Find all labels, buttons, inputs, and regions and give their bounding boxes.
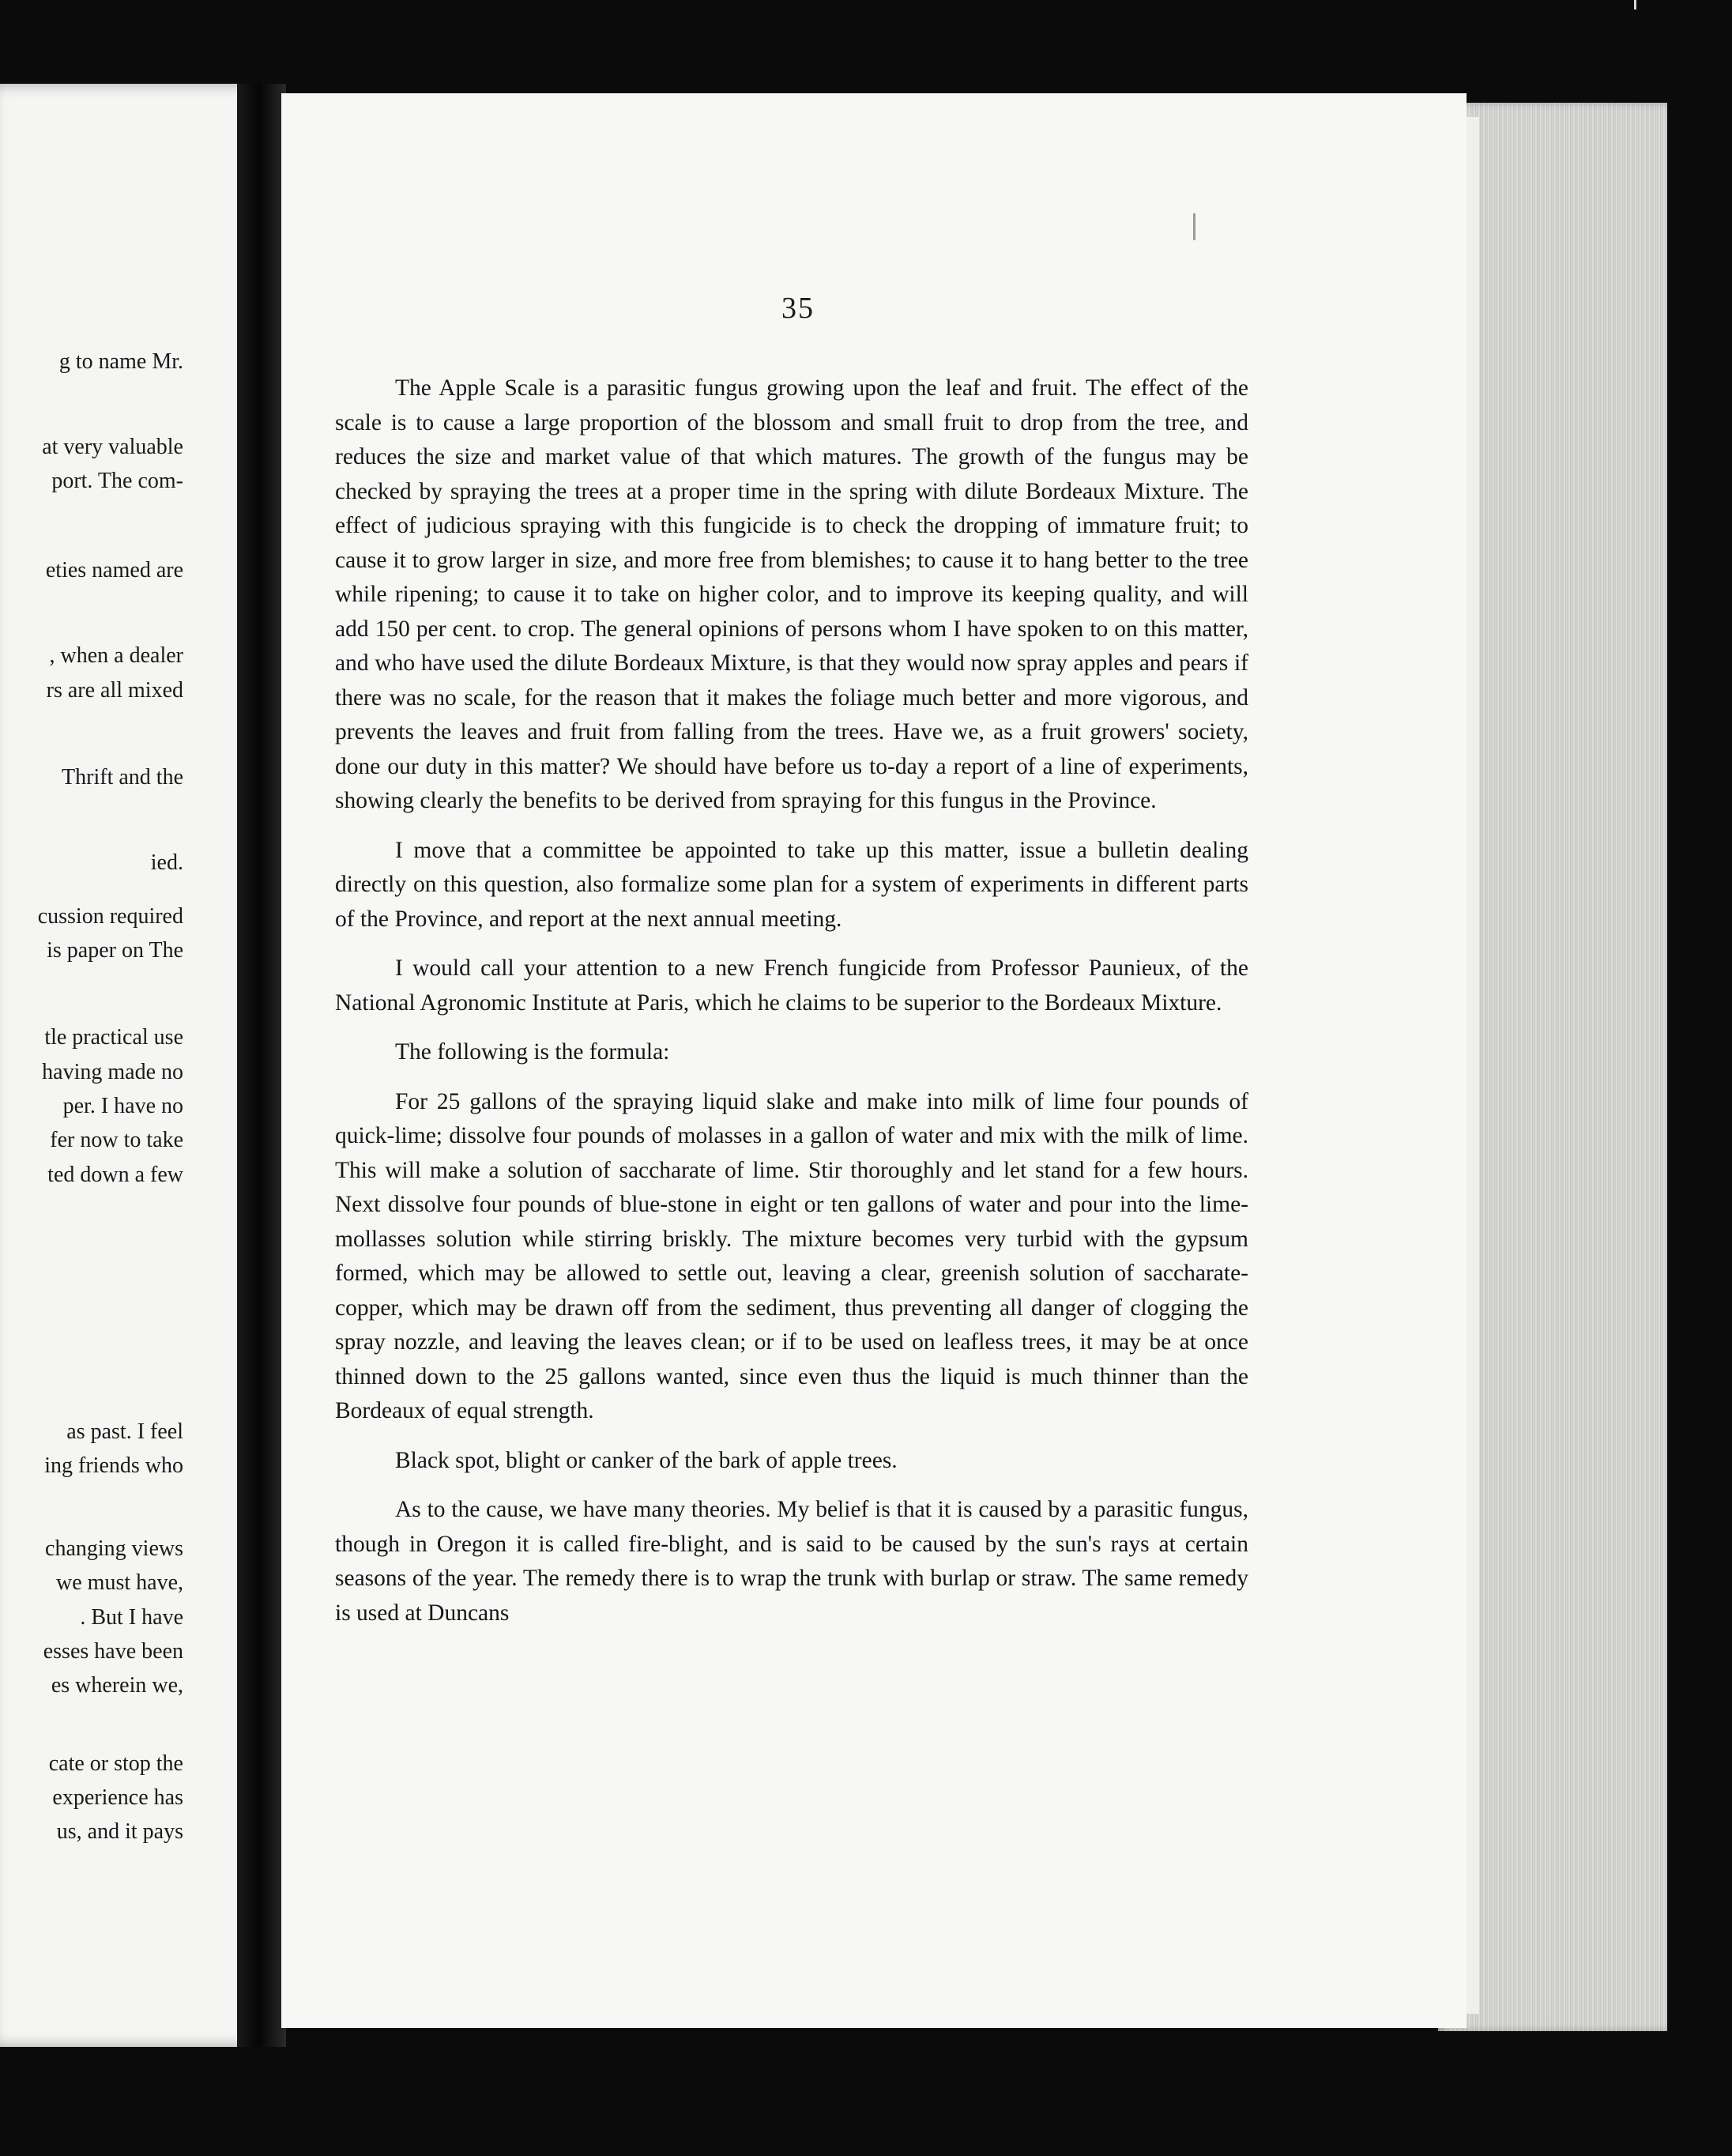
margin-mark xyxy=(1193,213,1195,240)
left-text-fragment: , when a dealer xyxy=(49,643,183,668)
left-text-fragment: esses have been xyxy=(43,1639,183,1664)
paragraph: I would call your attention to a new French fungicide from Professor Paunieux, of the National Agronomic Institute at Paris, which he claims to be superior to the Bordeaux Mixture. xyxy=(335,956,1248,1016)
page-number: 35 xyxy=(781,292,815,325)
left-text-fragment: tle practical use xyxy=(44,1025,183,1050)
left-text-fragment: experience has xyxy=(52,1785,183,1810)
left-page xyxy=(0,84,261,2047)
left-text-fragment: fer now to take xyxy=(50,1128,183,1152)
left-text-fragment: ing friends who xyxy=(44,1453,183,1478)
book-gutter xyxy=(237,84,286,2047)
left-text-fragment: rs are all mixed xyxy=(46,678,183,703)
left-text-fragment: cate or stop the xyxy=(48,1751,183,1776)
left-text-fragment: Thrift and the xyxy=(62,765,183,790)
paragraph: For 25 gallons of the spraying liquid slake and make into milk of lime four pounds of quick-lime; dissolve four pounds of molasses in a gallon of water and mix with the milk of lime. This will make a solution of saccharate of lime. Stir thoroughly and let stand for a few hours. Next dissolve four pounds of blue-stone in eight or ten gallons of water and pour into the lime-mollasses solution while stirring briskly. The mixture becomes very turbid with the gypsum formed, which may be allowed to settle out, leaving a clear, greenish solution of saccharate-copper, which may be drawn off from the sediment, thus preventing all danger of clogging the spray nozzle, and leaving the leaves clean; or if to be used on leafless trees, it may be at once thinned down to the 25 gallons wanted, since even thus the liquid is much thinner than the Bordeaux of equal strength. xyxy=(335,1088,1248,1423)
page-body xyxy=(335,371,1248,1645)
paragraph: Black spot, blight or canker of the bark of apple trees. xyxy=(395,1447,898,1473)
paragraph: The following is the formula: xyxy=(395,1039,670,1065)
left-text-fragment: . But I have xyxy=(80,1605,183,1630)
left-text-fragment: port. The com- xyxy=(51,469,183,493)
left-text-fragment: es wherein we, xyxy=(51,1673,183,1698)
paragraph: I move that a committee be appointed to take up this matter, issue a bulletin dealing directly on this question, also formalize some plan for a system of experiments in different parts of the Province, and report at the next annual meeting. xyxy=(335,837,1248,932)
left-text-fragment: cussion required xyxy=(37,904,183,929)
paragraph: As to the cause, we have many theories. My belief is that it is caused by a parasitic fungus, though in Oregon it is called fire-blight, and is said to be caused by the sun's rays at certain seasons of the year. The remedy there is to wrap the trunk with burlap or straw. The same remedy is used at Duncans xyxy=(335,1497,1248,1626)
left-text-fragment: ted down a few xyxy=(47,1163,183,1187)
scan-mark xyxy=(1634,0,1636,9)
left-text-fragment: eties named are xyxy=(45,558,183,582)
left-text-fragment: as past. I feel xyxy=(66,1419,183,1444)
left-text-fragment: changing views xyxy=(45,1536,183,1561)
left-text-fragment: having made no xyxy=(42,1060,183,1084)
left-text-fragment: is paper on The xyxy=(47,938,183,963)
left-text-fragment: per. I have no xyxy=(62,1094,183,1118)
paragraph: The Apple Scale is a parasitic fungus growing upon the leaf and fruit. The effect of the scale is to cause a large proportion of the blossom and small fruit to drop from the tree, and reduces the size and market value of that which matures. The growth of the fungus may be checked by spraying the trees at a proper time in the spring with dilute Bordeaux Mixture. The effect of judicious spraying with this fungicide is to check the dropping of immature fruit; to cause it to grow larger in size, and more free from blemishes; to cause it to hang better to the tree while ripening; to cause it to take on higher color, and to improve its keeping quality, and will add 150 per cent. to crop. The general opinions of persons whom I have spoken to on this matter, and who have used the dilute Bordeaux Mixture, is that they would now spray apples and pears if there was no scale, for the reason that it makes the foliage much better and more vigorous, and prevents the leaves and fruit from falling from the trees. Have we, as a fruit growers' society, done our duty in this matter? We should have before us to-day a report of a line of experiments, showing clearly the benefits to be derived from spraying for this fungus in the Province. xyxy=(335,375,1248,813)
left-text-fragment: at very valuable xyxy=(42,435,183,459)
left-text-fragment: us, and it pays xyxy=(56,1819,183,1844)
left-text-fragment: we must have, xyxy=(56,1570,183,1595)
left-text-fragment: g to name Mr. xyxy=(58,349,183,374)
left-text-fragment: ied. xyxy=(150,850,183,875)
